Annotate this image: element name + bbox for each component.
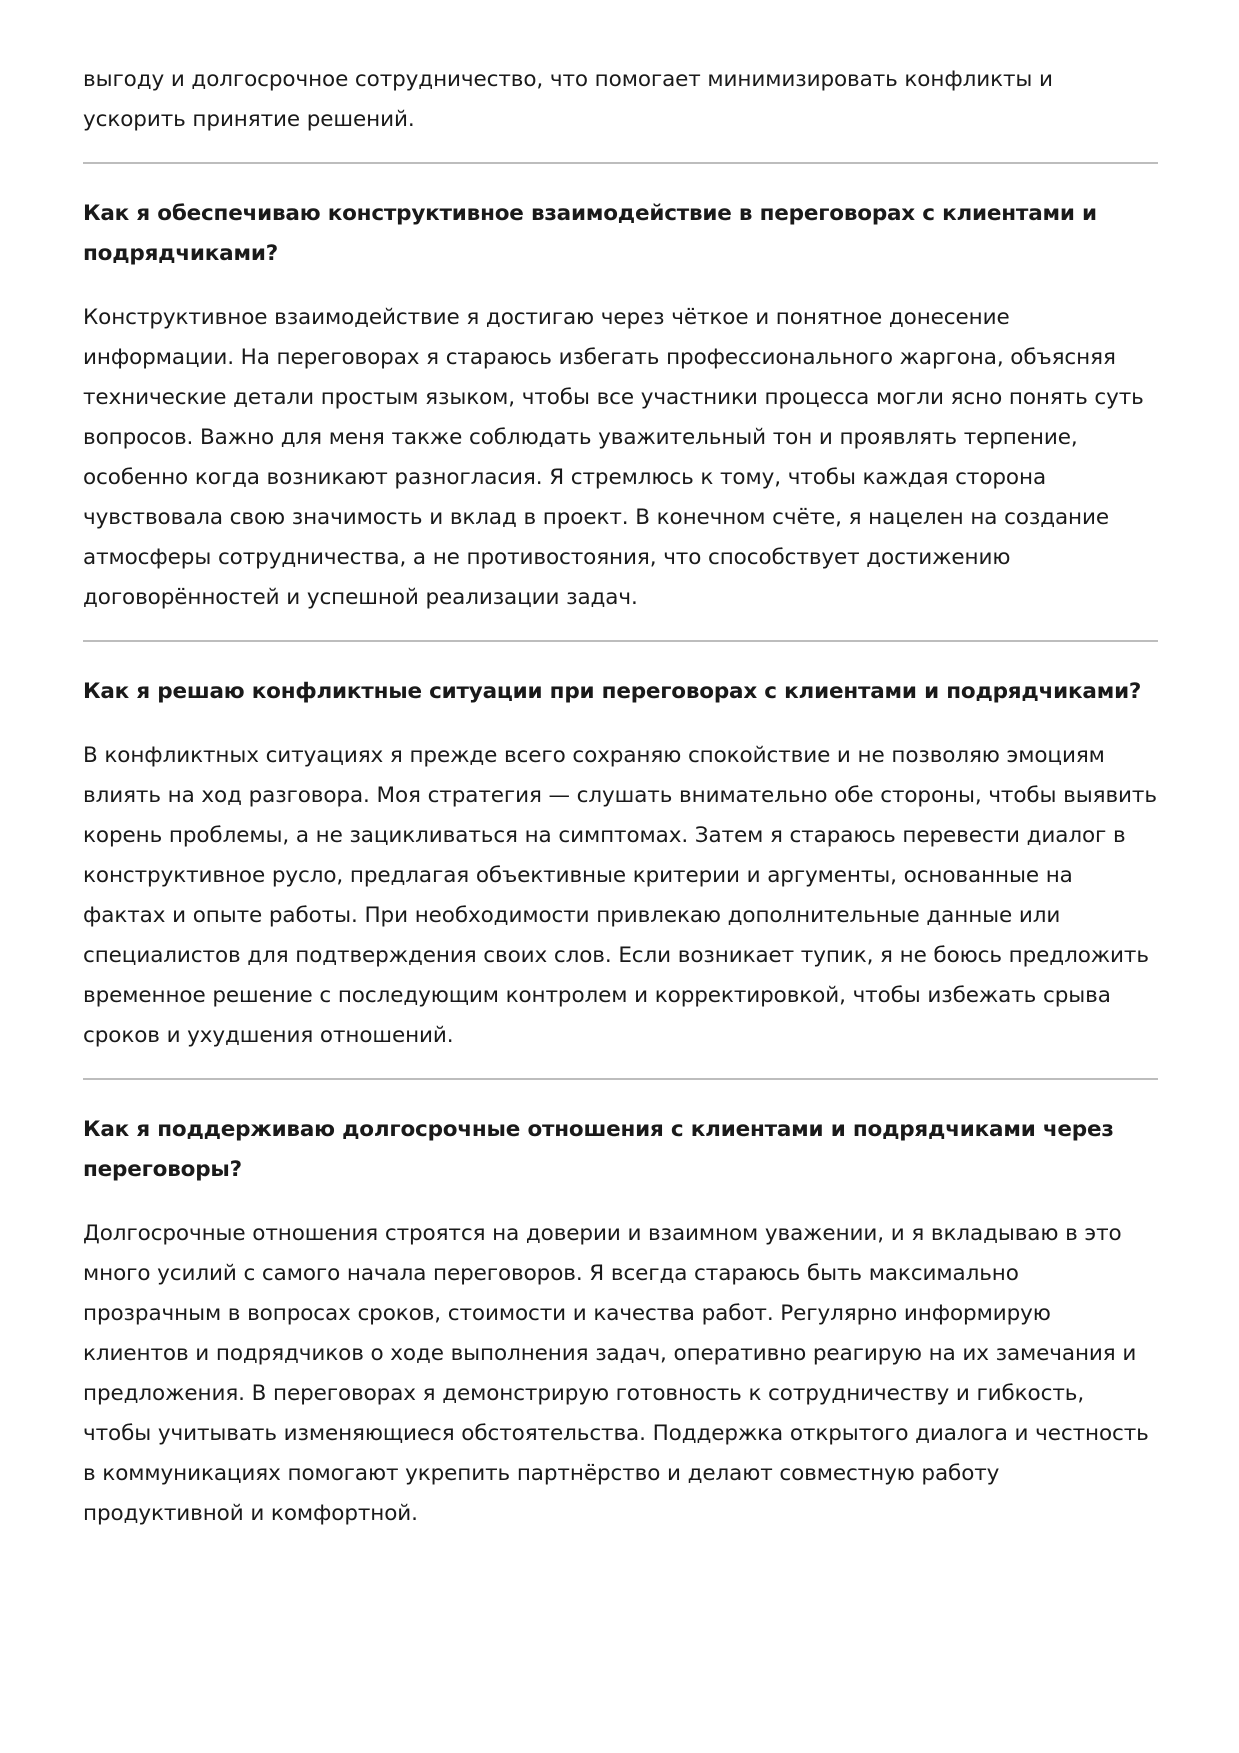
- document-page: [83, 60, 1158, 1534]
- section-paragraph: В конфликтных ситуациях я прежде всего сохраняю спокойствие и не позволяю эмоциям влиять на ход разговора. Моя стратегия — слушать внимательно обе стороны, чтобы выявить корень проблемы, а не зацикливаться на симптомах. Затем я стараюсь перевести диалог в конструктивное русло, предлагая объективные критерии и аргументы, основанные на фактах и опыте работы. При необходимости привлекаю дополнительные данные или специалистов для подтверждения своих слов. Если возникает тупик, я не боюсь предложить временное решение с последующим контролем и корректировкой, чтобы избежать срыва сроков и ухудшения отношений.: [83, 743, 1157, 1048]
- section-divider: [83, 640, 1158, 642]
- intro-paragraph: выгоду и долгосрочное сотрудничество, что помогает минимизировать конфликты и ускорить принятие решений.: [83, 67, 1053, 132]
- section-divider: [83, 1078, 1158, 1080]
- section-paragraph: Конструктивное взаимодействие я достигаю через чёткое и понятное донесение информации. На переговорах я стараюсь избегать профессионального жаргона, объясняя технические детали простым языком, чтобы все участники процесса могли ясно понять суть вопросов. Важно для меня также соблюдать уважительный тон и проявлять терпение, особенно когда возникают разногласия. Я стремлюсь к тому, чтобы каждая сторона чувствовала свою значимость и вклад в проект. В конечном счёте, я нацелен на создание атмосферы сотрудничества, а не противостояния, что способствует достижению договорённостей и успешной реализации задач.: [83, 305, 1144, 610]
- section-heading: Как я решаю конфликтные ситуации при переговорах с клиентами и подрядчиками?: [83, 679, 1142, 704]
- section-heading: Как я поддерживаю долгосрочные отношения с клиентами и подрядчиками через переговоры?: [83, 1117, 1114, 1182]
- section-heading: Как я обеспечиваю конструктивное взаимодействие в переговорах с клиентами и подрядчиками?: [83, 201, 1097, 266]
- section-divider: [83, 162, 1158, 164]
- section-paragraph: Долгосрочные отношения строятся на доверии и взаимном уважении, и я вкладываю в это много усилий с самого начала переговоров. Я всегда стараюсь быть максимально прозрачным в вопросах сроков, стоимости и качества работ. Регулярно информирую клиентов и подрядчиков о ходе выполнения задач, оперативно реагирую на их замечания и предложения. В переговорах я демонстрирую готовность к сотрудничеству и гибкость, чтобы учитывать изменяющиеся обстоятельства. Поддержка открытого диалога и честность в коммуникациях помогают укрепить партнёрство и делают совместную работу продуктивной и комфортной.: [83, 1221, 1149, 1526]
